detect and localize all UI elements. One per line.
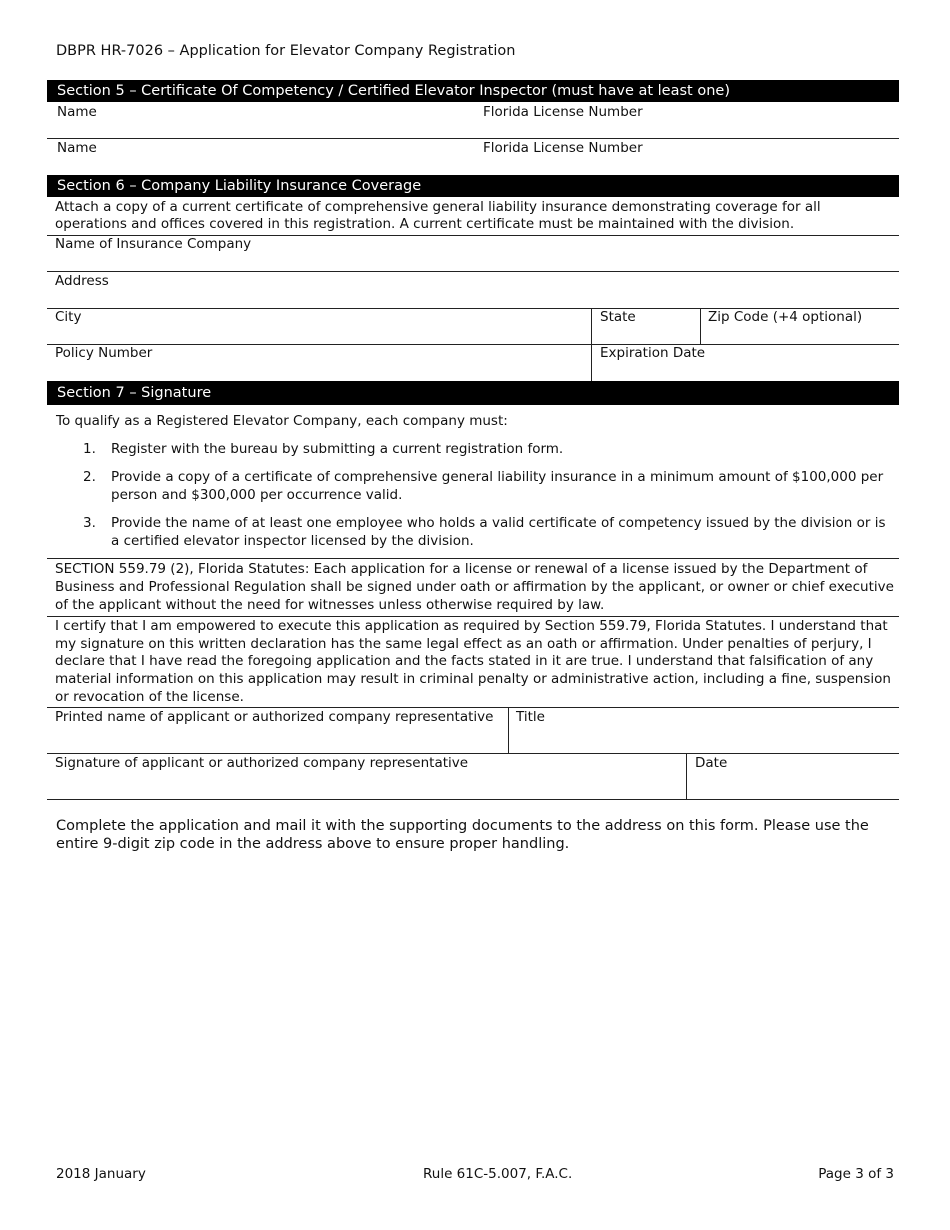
footer-rule: Rule 61C-5.007, F.A.C. bbox=[423, 1166, 573, 1182]
insurance-company-label: Name of Insurance Company bbox=[55, 236, 252, 252]
city-state-zip-row bbox=[47, 309, 899, 345]
name-label: Name bbox=[57, 140, 97, 156]
list-item: 3. Provide the name of at least one employee who holds a valid certificate of competency issued by the division or is a certified elevator inspector licensed by the division. bbox=[83, 515, 886, 549]
certification-block bbox=[47, 617, 899, 708]
florida-license-label: Florida License Number bbox=[483, 140, 643, 156]
section-5-row-2 bbox=[47, 139, 899, 175]
qualify-intro: To qualify as a Registered Elevator Company, each company must: bbox=[56, 413, 508, 429]
form-title: DBPR HR-7026 – Application for Elevator Company Registration bbox=[56, 43, 516, 59]
printed-name-label: Printed name of applicant or authorized company representative bbox=[55, 709, 494, 725]
insurance-intro-block bbox=[47, 197, 899, 236]
statute-text: SECTION 559.79 (2), Florida Statutes: Each application for a license or renewal of a license issued by the Department of Business and Professional Regulation shall be signed under oath or affirmation by the applicant, or owner or chief executive of the applicant without the need for witnesses unless otherwise required by law. bbox=[55, 561, 894, 613]
address-row bbox=[47, 272, 899, 309]
florida-license-label: Florida License Number bbox=[483, 104, 643, 120]
signature-label: Signature of applicant or authorized company representative bbox=[55, 755, 469, 771]
certification-text: I certify that I am empowered to execute this application as required by Section 559.79, Florida Statutes. I understand that my signature on this written declaration has the same legal effect as an oath or affirmation. Under penalties of perjury, I declare that I have read the foregoing application and the facts stated in it are true. I understand that falsification of any material information on this application may result in criminal penalty or administrative action, including a fine, suspension or revocation of the license. bbox=[55, 618, 891, 705]
policy-row bbox=[47, 345, 899, 381]
divider bbox=[508, 708, 509, 754]
printed-name-row bbox=[47, 708, 899, 754]
list-item: 1. Register with the bureau by submitting a current registration form. bbox=[83, 441, 564, 457]
expiration-date-label: Expiration Date bbox=[600, 345, 706, 361]
title-label: Title bbox=[516, 709, 545, 725]
insurance-intro: Attach a copy of a current certificate of comprehensive general liability insurance demonstrating coverage for all operations and offices covered in this registration. A current certificate must be maintained with the division. bbox=[55, 199, 821, 232]
footer-page-number: Page 3 of 3 bbox=[818, 1166, 894, 1182]
address-label: Address bbox=[55, 273, 109, 289]
requirements-list bbox=[56, 440, 896, 560]
section-7-header: Section 7 – Signature bbox=[47, 381, 899, 405]
section-6-header: Section 6 – Company Liability Insurance Coverage bbox=[47, 175, 899, 197]
insurance-company-row bbox=[47, 236, 899, 272]
date-label: Date bbox=[695, 755, 728, 771]
section-5-row-1 bbox=[47, 102, 899, 139]
footer-date: 2018 January bbox=[56, 1166, 146, 1182]
statute-block bbox=[47, 558, 899, 617]
divider bbox=[700, 309, 701, 345]
state-label: State bbox=[600, 309, 636, 325]
signature-row bbox=[47, 754, 899, 800]
divider bbox=[686, 754, 687, 800]
city-label: City bbox=[55, 309, 82, 325]
mailing-instructions: Complete the application and mail it with the supporting documents to the address on this form. Please use the entire 9-digit zip code in the address above to ensure proper handling. bbox=[56, 818, 869, 852]
policy-number-label: Policy Number bbox=[55, 345, 153, 361]
zip-code-label: Zip Code (+4 optional) bbox=[708, 309, 863, 325]
name-label: Name bbox=[57, 104, 97, 120]
list-item: 2. Provide a copy of a certificate of comprehensive general liability insurance in a minimum amount of $100,000 per person and $300,000 per occurrence valid. bbox=[83, 469, 884, 503]
section-5-header: Section 5 – Certificate Of Competency / Certified Elevator Inspector (must have at least one) bbox=[47, 80, 899, 102]
